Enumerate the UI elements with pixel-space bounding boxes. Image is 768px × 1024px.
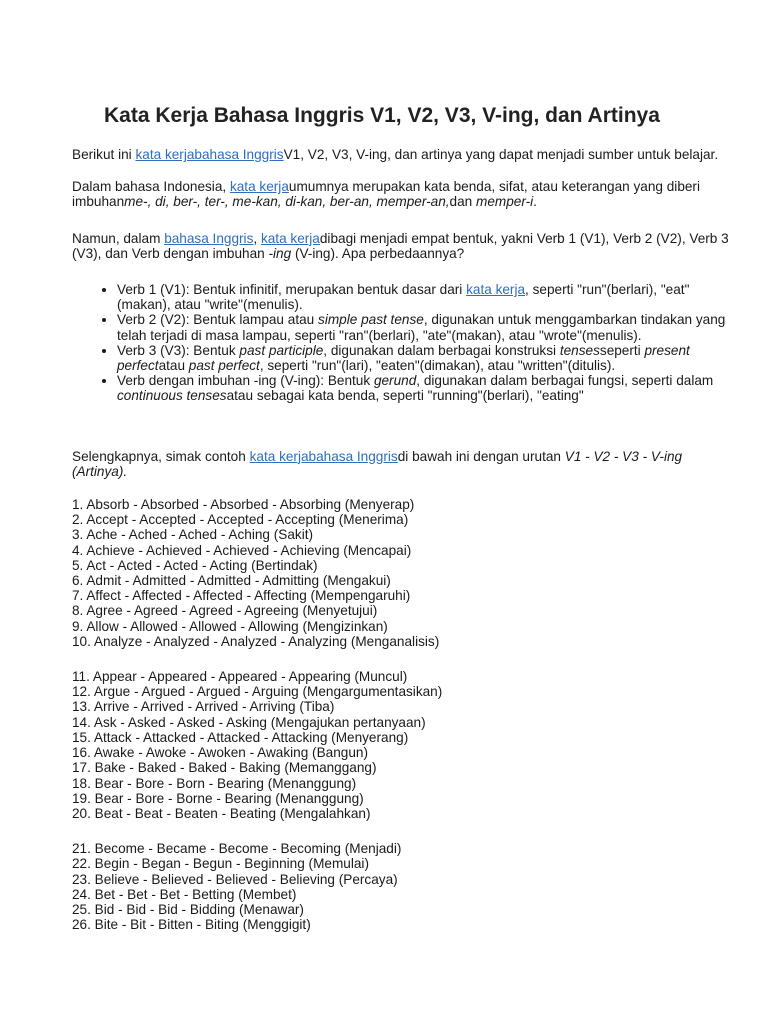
verb-row: 16. Awake - Awoke - Awoken - Awaking (Bangun) <box>72 745 368 761</box>
list-item-v-ing <box>117 373 738 403</box>
b3-tenses: tenses <box>559 342 600 358</box>
link-kata-kerja-2[interactable]: kata kerja <box>260 230 320 246</box>
verb-row: 17. Bake - Baked - Baked - Baking (Memanggang) <box>72 760 377 776</box>
b3-past-perfect: past perfect <box>188 358 260 374</box>
para3-text-2: dibagi menjadi empat bentuk, yakni Verb 1 (V1), Verb 2 (V2), Verb 3 (V3), dan Verb dengan imbuhan <box>72 230 729 261</box>
para4-text: Selengkapnya, simak contoh <box>72 448 250 464</box>
list-item-v3 <box>117 343 738 373</box>
intro-text: Berikut ini <box>72 147 136 162</box>
para2-affixes: me-, di, ber-, ter-, me-kan, di-kan, ber-an, memper-an, <box>124 194 450 210</box>
examples-intro-paragraph <box>72 449 738 479</box>
verb-row: 20. Beat - Beat - Beaten - Beating (Mengalahkan) <box>72 805 371 821</box>
verb-row: 12. Argue - Argued - Argued - Arguing (Mengargumentasikan) <box>72 684 443 700</box>
list-item-v2 <box>117 312 738 342</box>
verb-row: 1. Absorb - Absorbed - Absorbed - Absorbing (Menyerap) <box>72 497 415 513</box>
b4-text-3: atau sebagai kata benda, seperti "running"(berlari), "eating" <box>226 388 584 404</box>
para4-order: V1 - V2 - V3 - V-ing (Artinya). <box>72 448 683 479</box>
para3-comma: , <box>253 230 261 246</box>
verb-row: 23. Believe - Believed - Believed - Believing (Percaya) <box>72 871 398 887</box>
link-kata-kerja-3[interactable]: kata kerja <box>466 282 526 298</box>
para4-text-2: di bawah ini dengan urutan <box>397 448 565 464</box>
para2-text-3: dan <box>449 194 476 210</box>
verb-row: 7. Affect - Affected - Affected - Affecting (Mempengaruhi) <box>72 588 411 604</box>
document-page <box>72 104 738 952</box>
b2-simple-past: simple past tense <box>318 312 424 328</box>
verb-row: 6. Admit - Admitted - Admitted - Admitting (Mengakui) <box>72 573 391 589</box>
link-kata-kerja[interactable]: kata kerja <box>229 179 289 195</box>
verb-row: 2. Accept - Accepted - Accepted - Accepting (Menerima) <box>72 512 409 528</box>
verb-row: 25. Bid - Bid - Bid - Bidding (Menawar) <box>72 901 304 917</box>
b1-text-2: , seperti "run"(berlari), "eat"(makan), atau "write"(menulis). <box>117 282 690 313</box>
b2-text-2: , digunakan untuk menggambarkan tindakan yang telah terjadi di masa lampau, seperti "ran"(berlari), "ate"(makan), atau "wrote"(menulis). <box>117 312 726 343</box>
para3-text: Namun, dalam <box>72 230 165 246</box>
verb-row: 4. Achieve - Achieved - Achieved - Achieving (Mencapai) <box>72 542 412 558</box>
link-kata-kerja-bahasa-inggris[interactable]: kata kerjabahasa Inggris <box>135 147 284 162</box>
link-bahasa-inggris[interactable]: bahasa Inggris <box>164 230 254 246</box>
verb-row: 14. Ask - Asked - Asked - Asking (Mengajukan pertanyaan) <box>72 714 426 730</box>
b4-gerund: gerund <box>373 373 417 389</box>
list-item-v1 <box>117 282 738 312</box>
b4-continuous-tenses: continuous tenses <box>117 388 227 404</box>
verb-row: 26. Bite - Bit - Bitten - Biting (Menggigit) <box>72 917 311 933</box>
b2-text: Verb 2 (V2): Bentuk lampau atau <box>117 312 319 328</box>
verb-row: 8. Agree - Agreed - Agreed - Agreeing (Menyetujui) <box>72 603 378 619</box>
verb-list-group-3 <box>72 841 738 932</box>
intro-text-2: V1, V2, V3, V-ing, dan artinya yang dapat menjadi sumber untuk belajar. <box>283 147 719 162</box>
verb-row: 13. Arrive - Arrived - Arrived - Arriving (Tiba) <box>72 699 335 715</box>
link-kata-kerja-bahasa-inggris-2[interactable]: kata kerjabahasa Inggris <box>249 448 398 464</box>
verb-row: 22. Begin - Began - Begun - Beginning (Memulai) <box>72 856 369 872</box>
para2-period: . <box>533 194 537 210</box>
verb-forms-list <box>72 282 738 404</box>
para2-affix-memper-i: memper-i <box>476 194 534 210</box>
verb-row: 15. Attack - Attacked - Attacked - Attacking (Menyerang) <box>72 729 409 745</box>
b3-past-participle: past participle <box>239 342 324 358</box>
b3-text-3: seperti <box>599 342 645 358</box>
verb-row: 9. Allow - Allowed - Allowed - Allowing (Mengizinkan) <box>72 618 388 634</box>
verb-row: 5. Act - Acted - Acted - Acting (Bertindak) <box>72 557 318 573</box>
page-title: Kata Kerja Bahasa Inggris V1, V2, V3, V-ing, dan Artinya <box>104 104 660 127</box>
intro-paragraph <box>72 147 738 162</box>
para3-text-3: (V-ing). Apa perbedaannya? <box>291 245 465 261</box>
b4-text: Verb dengan imbuhan -ing (V-ing): Bentuk <box>117 373 374 389</box>
verb-row: 3. Ache - Ached - Ached - Aching (Sakit) <box>72 527 314 543</box>
verb-row: 11. Appear - Appeared - Appeared - Appearing (Muncul) <box>72 669 408 685</box>
indonesian-paragraph <box>72 179 738 209</box>
verb-list-group-2 <box>72 669 738 821</box>
b4-text-2: , digunakan dalam berbagai fungsi, seperti dalam <box>416 373 714 389</box>
para3-ing: -ing <box>268 245 292 261</box>
verb-row: 18. Bear - Bore - Born - Bearing (Menanggung) <box>72 775 357 791</box>
b3-present-perfect: present perfect <box>117 342 690 374</box>
verb-row: 21. Become - Became - Become - Becoming (Menjadi) <box>72 841 402 857</box>
b3-text-5: , seperti "run"(lari), "eaten"(dimakan), atau "written"(ditulis). <box>259 358 616 374</box>
verb-row: 19. Bear - Bore - Borne - Bearing (Menanggung) <box>72 790 364 806</box>
para2-text: Dalam bahasa Indonesia, <box>72 179 230 195</box>
b3-text: Verb 3 (V3): Bentuk <box>117 342 240 358</box>
b3-text-4: atau <box>158 358 189 374</box>
para2-text-2: umumnya merupakan kata benda, sifat, atau keterangan yang diberi imbuhan <box>72 179 700 210</box>
verb-list-group-1 <box>72 497 738 649</box>
forms-paragraph <box>72 231 738 261</box>
verb-row: 24. Bet - Bet - Bet - Betting (Membet) <box>72 886 297 902</box>
verb-row: 10. Analyze - Analyzed - Analyzed - Analyzing (Menganalisis) <box>72 633 440 649</box>
b1-text: Verb 1 (V1): Bentuk infinitif, merupakan bentuk dasar dari <box>117 282 467 298</box>
b3-text-2: , digunakan dalam berbagai konstruksi <box>323 342 560 358</box>
